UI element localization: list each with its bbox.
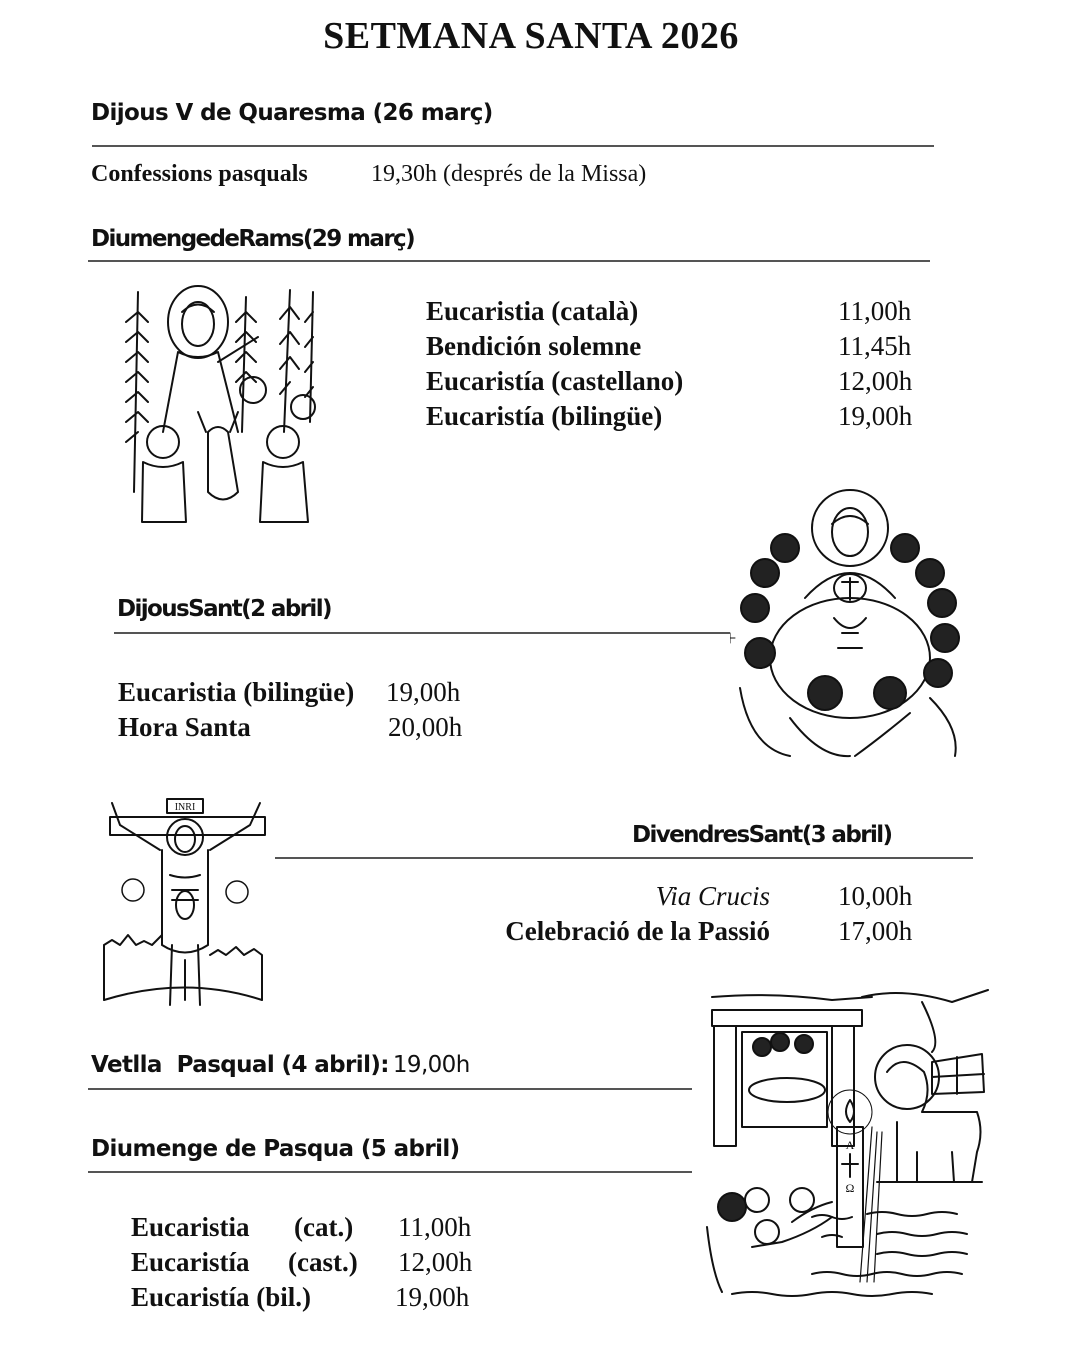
item-qualifier: (cast.) [288, 1247, 358, 1277]
section-heading-diumenge-rams: DiumengedeRams(29 març) [91, 226, 415, 252]
item-label: Eucaristia [131, 1212, 250, 1242]
svg-text:A: A [845, 1138, 855, 1152]
item-time: 11,00h [838, 296, 912, 326]
item-label: Eucaristía [131, 1247, 250, 1277]
item-time: 12,00h [838, 366, 913, 396]
item-label: Eucaristía (bilingüe) [426, 401, 663, 431]
svg-text:Ω: Ω [845, 1181, 855, 1195]
item-qualifier: (cat.) [294, 1212, 354, 1242]
section-divider [92, 145, 934, 147]
easter-lamb-illustration [692, 982, 992, 1307]
item-label: Confessions pasquals [91, 161, 308, 187]
item-time: 20,00h [388, 712, 463, 742]
heading-label: Vetlla Pasqual (4 abril): [91, 1052, 389, 1078]
last-supper-illustration [730, 488, 970, 760]
page-title: SETMANA SANTA 2026 [323, 15, 739, 57]
section-divider [88, 1171, 692, 1173]
item-label: Bendición solemne [426, 331, 642, 361]
item-label: Eucaristia (català) [426, 296, 639, 326]
item-label: Hora Santa [118, 712, 251, 742]
item-time: 10,00h [838, 881, 913, 911]
heading-time: 19,00h [392, 1052, 470, 1078]
section-heading-vetlla-pasqual [91, 1052, 470, 1078]
item-time: 11,45h [838, 331, 912, 361]
section-divider [88, 260, 930, 262]
inri-inscription: INRI [174, 802, 196, 813]
item-time: 19,00h [838, 401, 913, 431]
section-heading-dijous-quaresma: Dijous V de Quaresma (26 març) [91, 100, 493, 126]
section-divider [275, 857, 973, 859]
item-time: 19,30h (després de la Missa) [371, 161, 647, 187]
section-divider [88, 1088, 692, 1090]
crucifixion-illustration [100, 795, 275, 1007]
item-label: Celebració de la Passió [505, 916, 770, 946]
section-heading-dijous-sant: DijousSant(2 abril) [117, 596, 331, 622]
item-label: Eucaristía (bil.) [131, 1282, 311, 1312]
item-time: 19,00h [386, 677, 461, 707]
item-time: 19,00h [395, 1282, 470, 1312]
item-time: 12,00h [398, 1247, 473, 1277]
item-time: 11,00h [398, 1212, 472, 1242]
item-label: Eucaristia (bilingüe) [118, 677, 355, 707]
section-heading-divendres-sant: DivendresSant(3 abril) [632, 822, 892, 848]
section-heading-diumenge-pasqua: Diumenge de Pasqua (5 abril) [91, 1136, 460, 1162]
item-label: Via Crucis [655, 881, 770, 911]
item-label: Eucaristía (castellano) [426, 366, 684, 396]
section-divider [114, 632, 730, 634]
palm-sunday-illustration [118, 282, 328, 530]
item-time: 17,00h [838, 916, 913, 946]
